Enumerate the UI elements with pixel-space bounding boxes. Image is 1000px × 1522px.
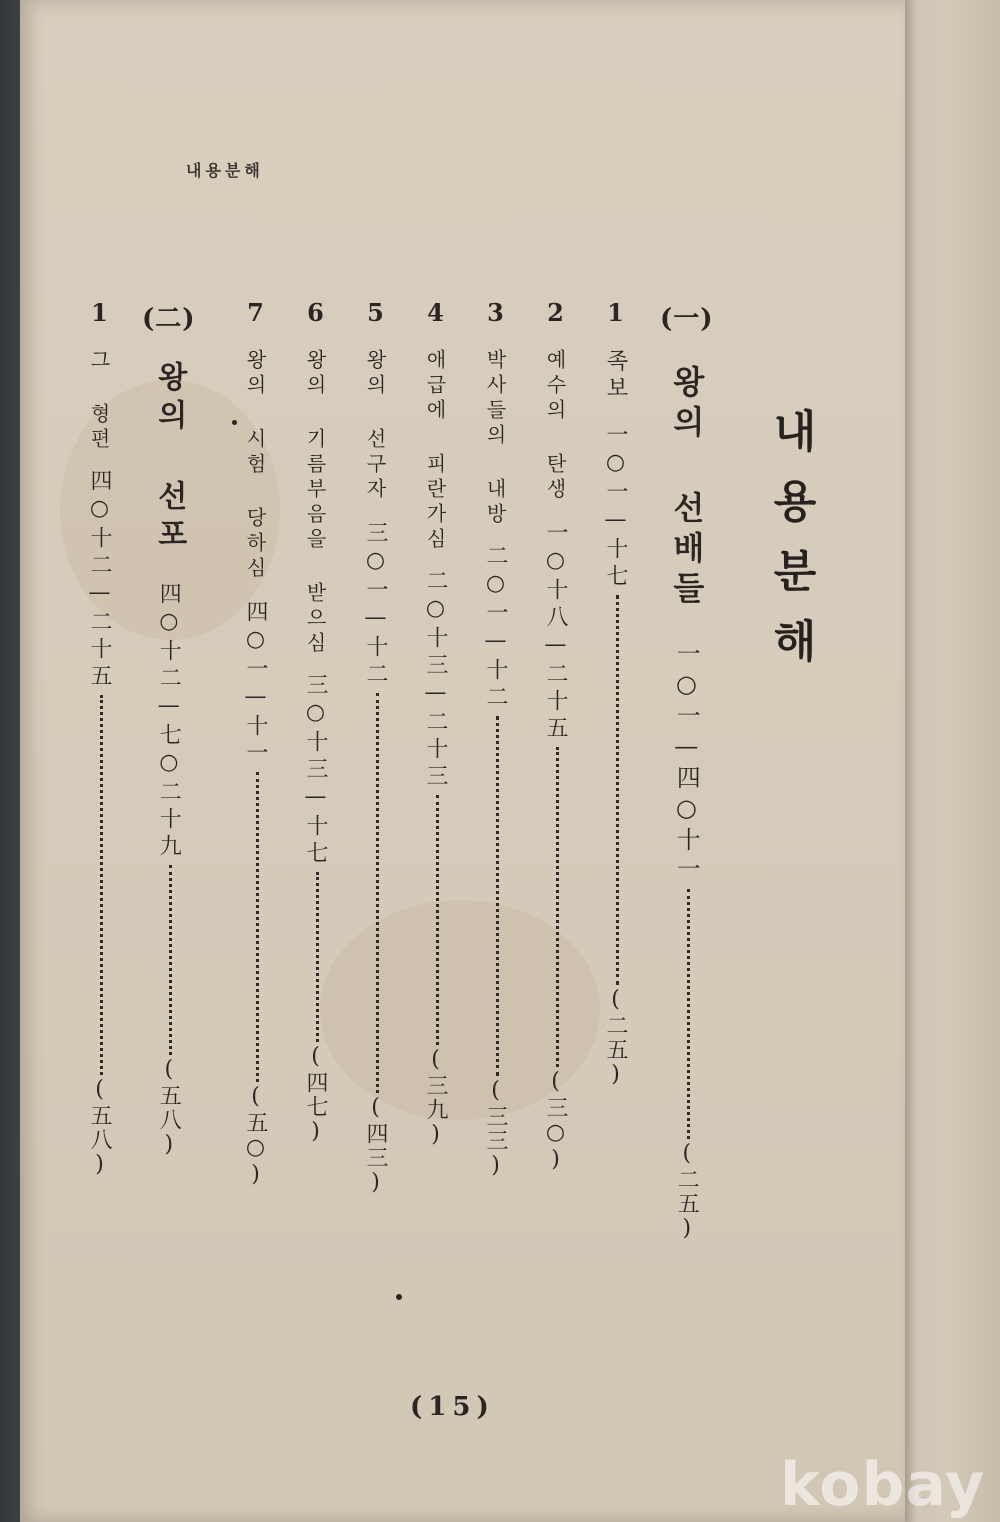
entry-title: 박사들의 내방 xyxy=(483,349,507,528)
entry-title: 그 형편 xyxy=(87,349,111,453)
entry-number: 6 xyxy=(307,298,324,327)
leader-dots xyxy=(96,695,103,1075)
entry-title: 왕의 선구자 xyxy=(363,349,387,503)
entry-range: 三○十三—十七 xyxy=(303,673,328,868)
entry-page: (五八) xyxy=(156,1057,182,1159)
entry-title: 왕의 기름부음을 받으심 xyxy=(303,349,327,657)
entry-number: 5 xyxy=(367,298,384,327)
leader-dots xyxy=(432,795,439,1045)
running-head: 내용분해 xyxy=(186,161,264,180)
entry-page: (三○) xyxy=(543,1069,568,1174)
entry-page: (三九) xyxy=(423,1047,448,1149)
entry-number: 1 xyxy=(91,298,108,327)
leader-dots xyxy=(552,747,559,1067)
entry-title: 왕의 선포 xyxy=(151,361,187,556)
entry-title: 왕의 시험 당하심 xyxy=(243,349,267,582)
entry-title: 왕의 선배들 xyxy=(667,365,706,611)
leader-dots xyxy=(683,889,690,1139)
toc-entry xyxy=(360,298,391,1197)
toc-entry xyxy=(142,298,196,1159)
toc-entry xyxy=(540,298,571,1174)
entry-number: 3 xyxy=(487,298,504,327)
entry-range: 一○一—四○十一 xyxy=(672,641,701,885)
entry-page: (二五) xyxy=(603,987,628,1089)
toc-entry xyxy=(84,298,115,1179)
page-title: 내용분해 xyxy=(765,408,816,688)
entry-page: (四七) xyxy=(303,1044,328,1146)
entry-page: (三三) xyxy=(483,1078,508,1180)
entry-number: (一) xyxy=(660,304,714,334)
entry-range: 四○十二—七○二十九 xyxy=(156,582,182,861)
entry-number: 2 xyxy=(547,298,564,327)
entry-number: 4 xyxy=(427,298,444,327)
toc-entry xyxy=(480,298,511,1180)
leader-dots xyxy=(312,872,319,1042)
entry-range: 一○十八—二十五 xyxy=(543,521,568,743)
toc-entry xyxy=(240,298,271,1189)
entry-title: 족보 xyxy=(603,349,628,403)
entry-page: (五八) xyxy=(87,1077,112,1179)
leader-dots xyxy=(252,772,259,1082)
entry-range: 二○一—十二 xyxy=(483,544,508,712)
toc-entry xyxy=(600,298,631,1089)
page-edge xyxy=(905,0,1000,1522)
toc-entry xyxy=(300,298,331,1146)
entry-range: 四○一—十一 xyxy=(243,600,268,768)
leader-dots xyxy=(372,693,379,1093)
toc-entry xyxy=(660,298,714,1243)
entry-number: (二) xyxy=(142,304,196,334)
entry-range: 一○一—十七 xyxy=(603,423,628,591)
watermark: kobay xyxy=(780,1450,986,1520)
ink-speck xyxy=(232,420,237,425)
entry-page: (五○) xyxy=(243,1084,268,1189)
entry-range: 四○十二—二十五 xyxy=(87,469,112,691)
entry-range: 三○一—十二 xyxy=(363,521,388,689)
leader-dots xyxy=(492,716,499,1076)
page-number: (15) xyxy=(410,1392,495,1422)
ink-speck xyxy=(396,1294,402,1300)
entry-range: 二○十三—二十三 xyxy=(423,569,448,791)
entry-number: 7 xyxy=(247,298,264,327)
entry-page: (四三) xyxy=(363,1095,388,1197)
leader-dots xyxy=(165,865,172,1055)
leader-dots xyxy=(612,595,619,985)
entry-title: 애급에 피란가심 xyxy=(423,349,447,553)
entry-title: 예수의 탄생 xyxy=(543,349,567,503)
entry-number: 1 xyxy=(607,298,624,327)
toc-entry xyxy=(420,298,451,1149)
entry-page: (二五) xyxy=(674,1141,700,1243)
